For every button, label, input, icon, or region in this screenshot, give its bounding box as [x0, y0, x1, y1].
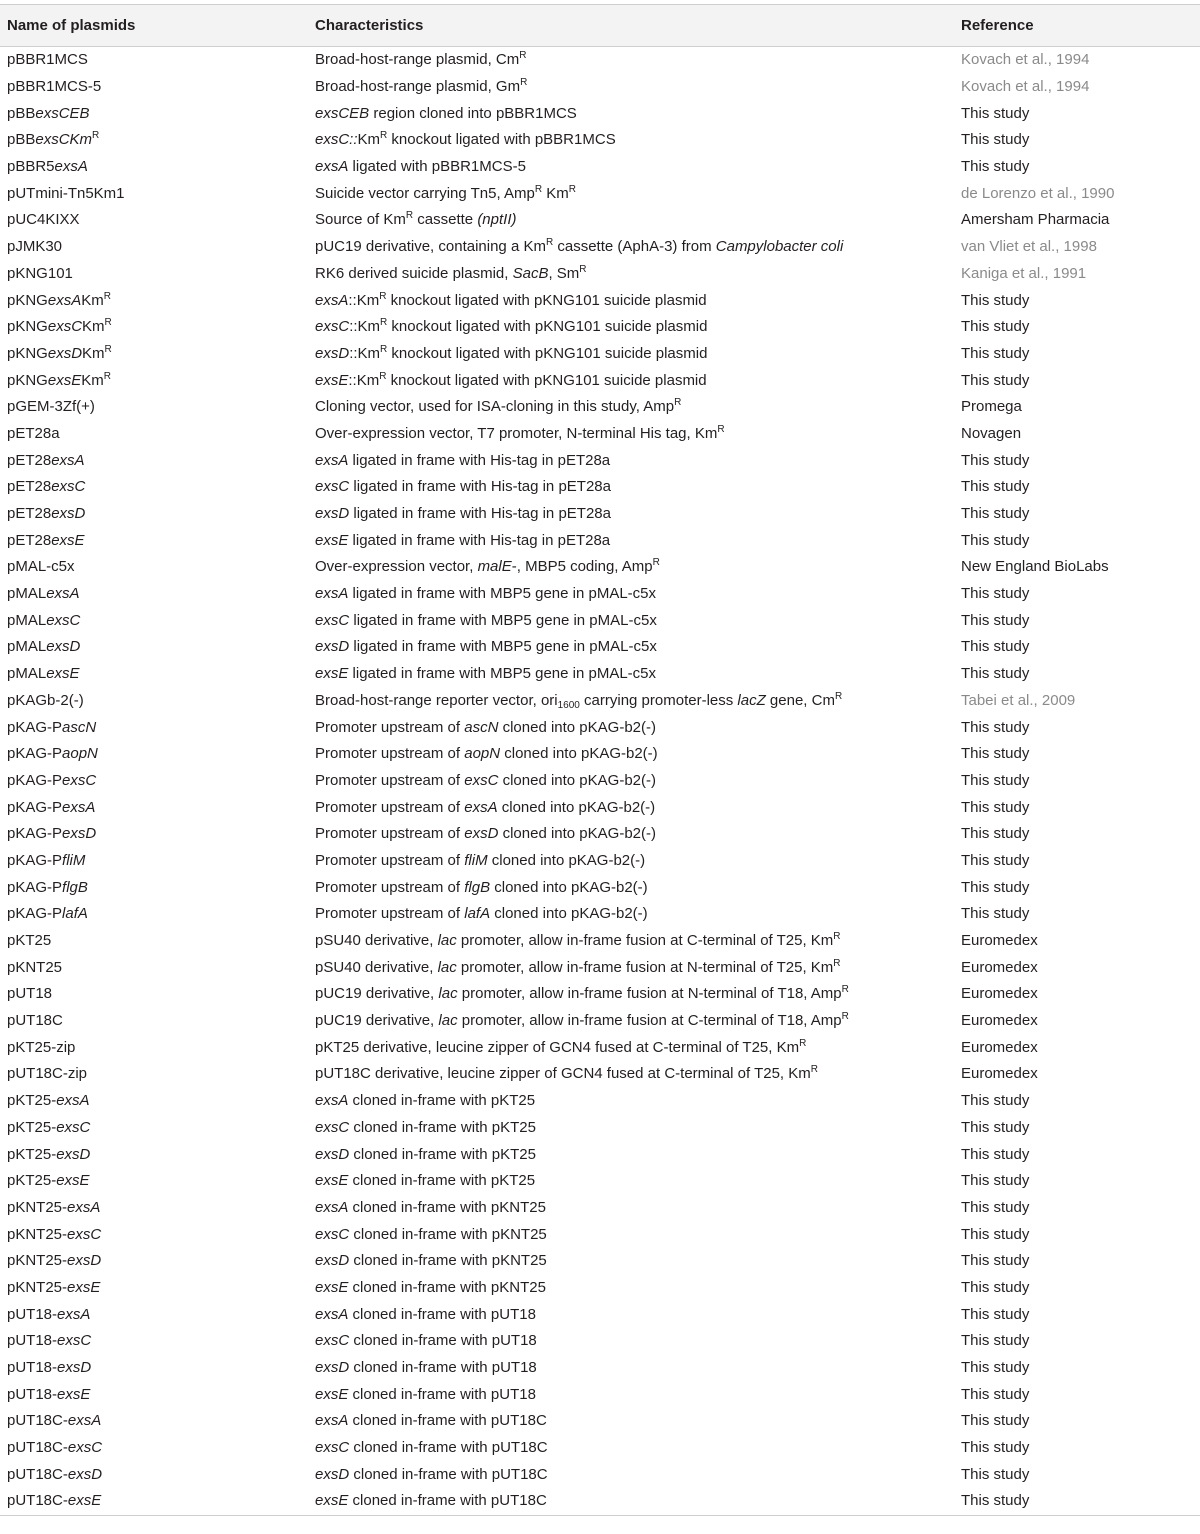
- reference-cell: This study: [961, 104, 1030, 122]
- table-row: [0, 1248, 1200, 1275]
- table-row: [0, 848, 1200, 875]
- table-row: [0, 1381, 1200, 1408]
- characteristics-cell: exsD cloned in-frame with pUT18: [315, 1359, 537, 1377]
- characteristics-cell: exsC cloned in-frame with pKNT25: [315, 1225, 547, 1243]
- plasmid-name-cell: pBBexsCKm$^R$: [7, 130, 100, 149]
- characteristics-cell: exsE cloned in-frame with pKT25: [315, 1172, 536, 1190]
- reference-cell: This study: [961, 851, 1030, 869]
- table-row: [0, 100, 1200, 127]
- table-row: [0, 1088, 1200, 1115]
- plasmid-name-cell: pKAG-PascN: [7, 718, 97, 736]
- reference-link[interactable]: Kovach et al., 1994: [961, 51, 1090, 69]
- plasmid-name-cell: pUT18C-zip: [7, 1065, 88, 1083]
- plasmid-name-cell: pKNT25-exsC: [7, 1225, 102, 1243]
- characteristics-cell: Promoter upstream of lafA cloned into pKAG-b2(-): [315, 905, 648, 923]
- table-row: [0, 1168, 1200, 1195]
- characteristics-cell: exsA ligated with pBBR1MCS-5: [315, 158, 526, 176]
- plasmid-name-cell: pUT18-exsC: [7, 1332, 92, 1350]
- plasmid-table: [0, 4, 1200, 1516]
- reference-cell: This study: [961, 1145, 1030, 1163]
- plasmid-name-cell: pMALexsE: [7, 665, 80, 683]
- reference-cell: This study: [954, 1488, 1200, 1515]
- table-row: [0, 261, 1200, 288]
- plasmid-name-cell: pKT25-exsE: [7, 1172, 90, 1190]
- plasmid-name-cell: pBBR1MCS: [7, 51, 88, 69]
- reference-cell: This study: [961, 1092, 1030, 1110]
- characteristics-cell: Promoter upstream of fliM cloned into pKAG-b2(-): [315, 851, 646, 869]
- reference-cell: Novagen: [961, 424, 1022, 442]
- reference-cell: This study: [961, 1118, 1030, 1136]
- characteristics-cell: exsC ligated in frame with MBP5 gene in pMAL-c5x: [315, 611, 657, 629]
- plasmid-name-cell: pBBR5exsA: [7, 158, 88, 176]
- characteristics-cell: exsD cloned in-frame with pKNT25: [315, 1252, 547, 1270]
- reference-cell: This study: [961, 344, 1030, 362]
- plasmid-name-cell: pKNT25-exsA: [7, 1198, 101, 1216]
- plasmid-name-cell: pET28exsE: [7, 531, 85, 549]
- plasmid-name-cell: pKAG-PaopN: [7, 745, 98, 763]
- table-row: [0, 1355, 1200, 1382]
- reference-cell: Promega: [961, 398, 1022, 416]
- characteristics-cell: exsCEB region cloned into pBBR1MCS: [315, 104, 577, 122]
- table-row: [0, 367, 1200, 394]
- reference-cell: This study: [961, 131, 1030, 149]
- plasmid-name-cell: pUT18C-exsA: [7, 1412, 102, 1430]
- table-row: [0, 554, 1200, 581]
- plasmid-name-cell: pKAG-PflgB: [7, 878, 88, 896]
- reference-cell: This study: [961, 745, 1030, 763]
- table-header: [0, 5, 1200, 47]
- table-row: [0, 207, 1200, 234]
- reference-link[interactable]: Kovach et al., 1994: [961, 78, 1090, 96]
- plasmid-name-cell: pBBexsCEB: [7, 104, 90, 122]
- plasmid-name-cell: pMAL-c5x: [7, 558, 75, 576]
- plasmid-name-cell: pKAG-PfliM: [7, 851, 86, 869]
- characteristics-cell: exsC cloned in-frame with pKT25: [315, 1118, 536, 1136]
- plasmid-name-cell: pBBR1MCS-5: [7, 78, 102, 96]
- plasmid-table-container: [0, 4, 1200, 1516]
- reference-cell: Euromedex: [961, 985, 1038, 1003]
- plasmid-name-cell: pKNT25-exsE: [7, 1278, 101, 1296]
- reference-cell: This study: [961, 505, 1030, 523]
- table-row: [0, 341, 1200, 368]
- characteristics-cell: exsA cloned in-frame with pUT18: [315, 1305, 536, 1323]
- plasmid-name-cell: pKT25-exsC: [7, 1118, 91, 1136]
- characteristics-cell: exsE cloned in-frame with pUT18: [315, 1385, 536, 1403]
- plasmid-name-cell: pKT25: [7, 932, 52, 950]
- table-row: [0, 1061, 1200, 1088]
- table-row: [0, 47, 1200, 74]
- plasmid-name-cell: pUT18C-exsC: [7, 1439, 103, 1457]
- reference-cell: This study: [961, 611, 1030, 629]
- plasmid-name-cell: pET28exsD: [7, 505, 86, 523]
- table-row: [0, 1488, 1200, 1515]
- header-row: [0, 5, 1200, 47]
- plasmid-name-cell: pMALexsA: [7, 585, 80, 603]
- reference-cell: This study: [961, 1465, 1030, 1483]
- reference-cell: This study: [961, 478, 1030, 496]
- plasmid-name-cell: pUT18-exsE: [7, 1385, 91, 1403]
- plasmid-name-cell: pUT18C-exsE: [0, 1488, 308, 1515]
- table-row: [0, 527, 1200, 554]
- table-row: [0, 1301, 1200, 1328]
- characteristics-cell: Promoter upstream of exsD cloned into pKAG-b2(-): [315, 825, 656, 843]
- plasmid-name-cell: pKAG-PexsC: [7, 771, 97, 789]
- characteristics-cell: pSU40 derivative, lac promoter, allow in-frame fusion at C-terminal of T25, $Km^R$: [315, 931, 841, 950]
- plasmid-name-cell: pKNGexsEKm$^R$: [7, 370, 111, 389]
- characteristics-cell: exsD ligated in frame with MBP5 gene in pMAL-c5x: [315, 638, 657, 656]
- reference-cell: This study: [961, 291, 1030, 309]
- characteristics-cell: exsA ligated in frame with MBP5 gene in pMAL-c5x: [315, 585, 657, 603]
- table-row: [0, 607, 1200, 634]
- reference-cell: Euromedex: [961, 932, 1038, 950]
- reference-cell: This study: [961, 451, 1030, 469]
- table-row: [0, 74, 1200, 101]
- table-row: [0, 154, 1200, 181]
- plasmid-name-cell: pKAG-PexsA: [7, 798, 96, 816]
- characteristics-cell: Promoter upstream of aopN cloned into pKAG-b2(-): [315, 745, 658, 763]
- table-row: [0, 287, 1200, 314]
- plasmid-name-cell: pUT18-exsA: [7, 1305, 91, 1323]
- plasmid-name-cell: pKT25-exsD: [7, 1145, 91, 1163]
- table-row: [0, 1008, 1200, 1035]
- plasmid-name-cell: pMALexsD: [7, 638, 81, 656]
- table-row: [0, 928, 1200, 955]
- plasmid-name-cell: pMALexsC: [7, 611, 81, 629]
- table-row: [0, 714, 1200, 741]
- plasmid-name-cell: pKNT25: [7, 958, 63, 976]
- plasmid-name-cell: pET28exsA: [7, 451, 85, 469]
- reference-cell: This study: [961, 1412, 1030, 1430]
- characteristics-cell: Source of $Km^R$ cassette (nptII): [315, 210, 517, 229]
- plasmid-name-cell: pKAGb-2(-): [7, 691, 84, 709]
- plasmid-name-cell: pKNT25-exsD: [7, 1252, 102, 1270]
- reference-cell: This study: [961, 638, 1030, 656]
- header-reference: Reference: [961, 17, 1034, 34]
- table-row: [0, 1328, 1200, 1355]
- reference-cell: This study: [961, 1439, 1030, 1457]
- table-row: [0, 1034, 1200, 1061]
- table-row: [0, 180, 1200, 207]
- reference-cell: Euromedex: [961, 1038, 1038, 1056]
- reference-cell: This study: [961, 718, 1030, 736]
- reference-link[interactable]: Tabei et al., 2009: [961, 691, 1076, 709]
- characteristics-cell: exsA ligated in frame with His-tag in pET28a: [315, 451, 611, 469]
- characteristics-cell: Over-expression vector, T7 promoter, N-terminal His tag, $Km^R$: [315, 423, 725, 442]
- header-name-of-plasmids: Name of plasmids: [7, 17, 136, 34]
- reference-cell: Euromedex: [961, 1065, 1038, 1083]
- table-row: [0, 1461, 1200, 1488]
- plasmid-name-cell: pJMK30: [7, 238, 63, 256]
- table-row: [0, 1115, 1200, 1142]
- characteristics-cell: RK6 derived suicide plasmid, SacB, $Sm^R$: [315, 263, 587, 282]
- characteristics-cell: exsC cloned in-frame with pUT18C: [315, 1439, 548, 1457]
- plasmid-name-cell: pUT18-exsD: [7, 1359, 92, 1377]
- table-row: [0, 874, 1200, 901]
- reference-cell: This study: [961, 585, 1030, 603]
- table-row: [0, 1275, 1200, 1302]
- reference-cell: This study: [961, 1278, 1030, 1296]
- characteristics-cell: pUC19 derivative, lac promoter, allow in-frame fusion at C-terminal of T18, Amp$^R$: [315, 1011, 849, 1030]
- reference-cell: This study: [961, 771, 1030, 789]
- table-row: [0, 688, 1200, 715]
- characteristics-cell: Broad-host-range reporter vector, ori$_{1600}$ carrying promoter-less lacZ gene, $Cm^R$: [315, 690, 843, 711]
- characteristics-cell: exsD ligated in frame with His-tag in pET28a: [315, 505, 611, 523]
- characteristics-cell: Cloning vector, used for ISA-cloning in this study, Amp$^R$: [315, 397, 682, 416]
- table-row: [0, 821, 1200, 848]
- plasmid-name-cell: pET28a: [7, 424, 60, 442]
- table-row: [0, 634, 1200, 661]
- characteristics-cell: exsC ligated in frame with His-tag in pET28a: [315, 478, 611, 496]
- characteristics-cell: $exsE::Km^R$ knockout ligated with pKNG101 suicide plasmid: [315, 370, 707, 389]
- characteristics-cell: Promoter upstream of exsC cloned into pKAG-b2(-): [315, 771, 656, 789]
- table-row: [0, 794, 1200, 821]
- reference-cell: This study: [961, 1359, 1030, 1377]
- characteristics-cell: Broad-host-range plasmid, $Gm^R$: [315, 77, 528, 96]
- table-row: [0, 1141, 1200, 1168]
- characteristics-cell: Broad-host-range plasmid, $Cm^R$: [315, 50, 527, 69]
- table-row: [0, 901, 1200, 928]
- table-row: [0, 1195, 1200, 1222]
- table-row: [0, 581, 1200, 608]
- characteristics-cell: pUC19 derivative, lac promoter, allow in-frame fusion at N-terminal of T18, Amp$^R$: [315, 984, 849, 1003]
- characteristics-cell: $exsC::Km^R$ knockout ligated with pKNG101 suicide plasmid: [315, 317, 708, 336]
- reference-cell: This study: [961, 318, 1030, 336]
- plasmid-name-cell: pUT18C-exsD: [7, 1465, 103, 1483]
- reference-cell: This study: [961, 905, 1030, 923]
- reference-cell: New England BioLabs: [961, 558, 1109, 576]
- plasmid-name-cell: pKAG-PexsD: [7, 825, 97, 843]
- plasmid-name-cell: pKT25-exsA: [7, 1092, 90, 1110]
- plasmid-name-cell: pGEM-3Zf(+): [7, 398, 95, 416]
- characteristics-cell: $exsA::Km^R$ knockout ligated with pKNG101 suicide plasmid: [315, 290, 707, 309]
- table-row: [0, 234, 1200, 261]
- characteristics-cell: $exsD::Km^R$ knockout ligated with pKNG101 suicide plasmid: [315, 343, 708, 362]
- table-row: [0, 501, 1200, 528]
- plasmid-name-cell: pKNGexsDKm$^R$: [7, 343, 112, 362]
- characteristics-cell: exsC cloned in-frame with pUT18: [315, 1332, 537, 1350]
- characteristics-cell: pUC19 derivative, containing a $Km^R$ cassette (AphA-3) from Campylobacter coli: [315, 237, 844, 256]
- characteristics-cell: Promoter upstream of ascN cloned into pKAG-b2(-): [315, 718, 656, 736]
- plasmid-name-cell: pUT18C: [7, 1012, 63, 1030]
- reference-cell: Amersham Pharmacia: [961, 211, 1110, 229]
- table-row: [0, 421, 1200, 448]
- reference-cell: This study: [961, 531, 1030, 549]
- plasmid-name-cell: pKNGexsAKm$^R$: [7, 290, 111, 309]
- reference-link[interactable]: de Lorenzo et al., 1990: [961, 184, 1115, 202]
- reference-cell: This study: [961, 798, 1030, 816]
- table-row: [0, 474, 1200, 501]
- plasmid-name-cell: pUTmini-Tn5Km1: [7, 184, 125, 202]
- reference-cell: This study: [961, 878, 1030, 896]
- characteristics-cell: Suicide vector carrying Tn5, Amp$^R$ $Km^R$: [315, 183, 576, 202]
- characteristics-cell: exsE cloned in-frame with pUT18C: [308, 1488, 954, 1515]
- plasmid-name-cell: pUC4KIXX: [7, 211, 80, 229]
- reference-cell: This study: [961, 1198, 1030, 1216]
- table-row: [0, 394, 1200, 421]
- table-row: [0, 1221, 1200, 1248]
- reference-cell: Euromedex: [961, 1012, 1038, 1030]
- characteristics-cell: pKT25 derivative, leucine zipper of GCN4 fused at C-terminal of T25, $Km^R$: [315, 1037, 807, 1056]
- characteristics-cell: pUT18C derivative, leucine zipper of GCN4 fused at C-terminal of T25, $Km^R$: [315, 1064, 819, 1083]
- table-row: [0, 741, 1200, 768]
- characteristics-cell: exsE ligated in frame with His-tag in pET28a: [315, 531, 611, 549]
- characteristics-cell: Promoter upstream of flgB cloned into pKAG-b2(-): [315, 878, 648, 896]
- characteristics-cell: exsE ligated in frame with MBP5 gene in pMAL-c5x: [315, 665, 657, 683]
- plasmid-name-cell: pUT18: [7, 985, 53, 1003]
- plasmid-name-cell: pKT25-zip: [7, 1038, 76, 1056]
- table-row: [0, 1408, 1200, 1435]
- characteristics-cell: Promoter upstream of exsA cloned into pKAG-b2(-): [315, 798, 656, 816]
- reference-cell: Euromedex: [961, 958, 1038, 976]
- table-row: [0, 447, 1200, 474]
- table-row: [0, 661, 1200, 688]
- characteristics-cell: exsA cloned in-frame with pKT25: [315, 1092, 536, 1110]
- reference-cell: This study: [961, 1305, 1030, 1323]
- plasmid-name-cell: pKNG101: [7, 264, 73, 282]
- reference-cell: This study: [961, 825, 1030, 843]
- plasmid-name-cell: pKNGexsCKm$^R$: [7, 317, 112, 336]
- table-row: [0, 981, 1200, 1008]
- table-row: [0, 768, 1200, 795]
- reference-cell: This study: [961, 665, 1030, 683]
- reference-cell: This study: [961, 371, 1030, 389]
- characteristics-cell: exsA cloned in-frame with pUT18C: [315, 1412, 547, 1430]
- reference-cell: This study: [961, 158, 1030, 176]
- characteristics-cell: pSU40 derivative, lac promoter, allow in-frame fusion at N-terminal of T25, $Km^R$: [315, 957, 841, 976]
- characteristics-cell: exsD cloned in-frame with pKT25: [315, 1145, 536, 1163]
- table-row: [0, 314, 1200, 341]
- characteristics-cell: exsA cloned in-frame with pKNT25: [315, 1198, 546, 1216]
- reference-cell: This study: [961, 1252, 1030, 1270]
- characteristics-cell: Over-expression vector, malE-, MBP5 coding, Amp$^R$: [315, 557, 660, 576]
- reference-cell: This study: [961, 1385, 1030, 1403]
- table-row: [0, 127, 1200, 154]
- reference-cell: This study: [961, 1332, 1030, 1350]
- characteristics-cell: exsD cloned in-frame with pUT18C: [315, 1465, 548, 1483]
- table-body: [0, 47, 1200, 1516]
- header-characteristics: Characteristics: [315, 17, 424, 34]
- reference-cell: This study: [961, 1172, 1030, 1190]
- table-row: [0, 1435, 1200, 1462]
- table-row: [0, 954, 1200, 981]
- plasmid-name-cell: pET28exsC: [7, 478, 86, 496]
- characteristics-cell: exsE cloned in-frame with pKNT25: [315, 1278, 546, 1296]
- reference-link[interactable]: Kaniga et al., 1991: [961, 264, 1087, 282]
- plasmid-name-cell: pKAG-PlafA: [7, 905, 88, 923]
- reference-link[interactable]: van Vliet et al., 1998: [961, 238, 1097, 256]
- characteristics-cell: $exsC::Km^R$ knockout ligated with pBBR1MCS: [315, 130, 616, 149]
- reference-cell: This study: [961, 1225, 1030, 1243]
